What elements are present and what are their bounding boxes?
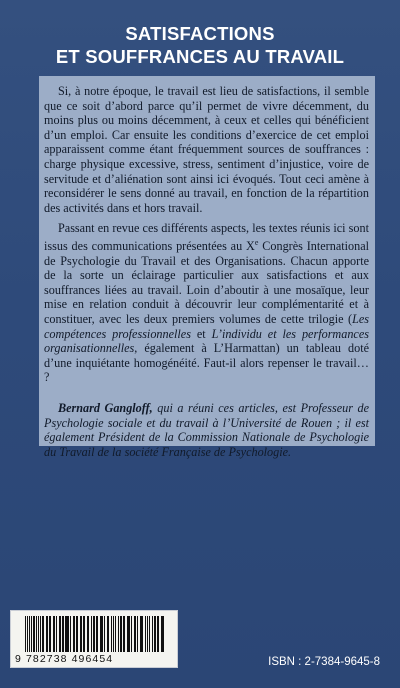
barcode-bar [123, 616, 125, 652]
barcode-bar [115, 616, 116, 652]
book-title-2: L’individu et les performances organisationnelles [44, 326, 369, 356]
barcode-bar [152, 616, 153, 652]
title-line-1: SATISFACTIONS [125, 23, 275, 44]
barcode-bar [81, 616, 82, 652]
barcode-bar [56, 616, 57, 652]
barcode-bar [118, 616, 119, 652]
barcode-bar [42, 616, 43, 652]
barcode-bar [141, 616, 143, 652]
book-title-1: Les compétences professionnelles [44, 311, 369, 341]
barcode-bar [94, 616, 95, 652]
barcode-bar [131, 616, 132, 652]
barcode-bar [102, 616, 103, 652]
barcode-bar [60, 616, 61, 652]
barcode-bar [96, 616, 97, 652]
barcode-bar [27, 616, 28, 652]
barcode-bar [162, 616, 164, 652]
barcode-bar [70, 616, 71, 652]
barcode-bar [40, 616, 41, 652]
blurb-text [44, 84, 369, 465]
paragraph-2-part-c: et [190, 326, 212, 341]
superscript: e [254, 237, 259, 247]
barcode-bar [36, 616, 37, 652]
book-title [0, 22, 400, 68]
barcode-bar [88, 616, 89, 652]
barcode-bars [25, 616, 165, 652]
paragraph-2-part-d: , également à L’Harmattan) un tableau doté d’une inquiétante homogénéité. Faut-il alors repenser le travail… ? [44, 341, 369, 385]
barcode-bar [47, 616, 48, 652]
author-name: Bernard Gangloff, [58, 400, 153, 415]
barcode-bar [128, 616, 129, 652]
barcode-bar [91, 616, 92, 652]
barcode-bar [155, 616, 156, 652]
author-description: qui a réuni ces articles, est Professeur de Psychologie sociale et du travail à l’Université de Rouen ; il est également Président de la Commission Nationale de Psychologie du Travail de la société Française de Psychologie. [44, 400, 369, 459]
barcode-bar [62, 616, 63, 652]
barcode [10, 610, 178, 668]
barcode-bar [54, 616, 55, 652]
title-line-2: ET SOUFFRANCES AU TRAVAIL [55, 46, 345, 67]
barcode-bar [49, 616, 51, 652]
author-bio [44, 401, 369, 459]
paragraph-2 [44, 221, 369, 385]
barcode-bar [74, 616, 75, 652]
barcode-bar [157, 616, 158, 652]
barcode-bar [33, 616, 35, 652]
barcode-bar [121, 616, 122, 652]
barcode-bar [135, 616, 136, 652]
isbn-label: ISBN : 2-7384-9645-8 [268, 656, 380, 668]
barcode-bar [137, 616, 138, 652]
barcode-bar [68, 616, 69, 652]
barcode-digits: 9 782738 496454 [15, 653, 114, 665]
barcode-bar [149, 616, 150, 652]
barcode-bar [104, 616, 105, 652]
paragraph-2-part-b: Congrès International de Psychologie du Travail et des Organisations. Chacun apporte de la sorte un éclairage particulier aux satisfactions et aux souffrances liées au travail. Loin d’aboutir à une mosaïque, leur mise en relation conduit à découvrir leur complémentarité et à constituer, avec les deux premiers volumes de cette trilogie ( [44, 239, 369, 326]
barcode-bar [83, 616, 85, 652]
paragraph-1: Si, à notre époque, le travail est lieu de satisfactions, il semble que ce soit d’abord parce qu’il permet de vivre décemment, du moins plus ou moins décemment, à ceux et celles qui bénéficient d’un emploi. Car ensuite les conditions d’exercice de cet emploi apparaissent comme étant fréquemment sources de souffrances : charge physique excessive, stress, sentiment d’injustice, voire de servitude et d’aliénation sont ainsi ici évoqués. Tout ceci amène à reconsidérer le sens donné au travail, en fonction de la répartition des activités dans et hors travail. [44, 84, 369, 215]
barcode-bar [108, 616, 109, 652]
paragraph-2-part-a: Passant en revue ces différents aspects, les textes réunis ici sont issus des communications présentées au X [44, 221, 369, 253]
barcode-bar [145, 616, 146, 652]
barcode-bar [111, 616, 112, 652]
barcode-bar [29, 616, 30, 652]
barcode-bar [76, 616, 77, 652]
